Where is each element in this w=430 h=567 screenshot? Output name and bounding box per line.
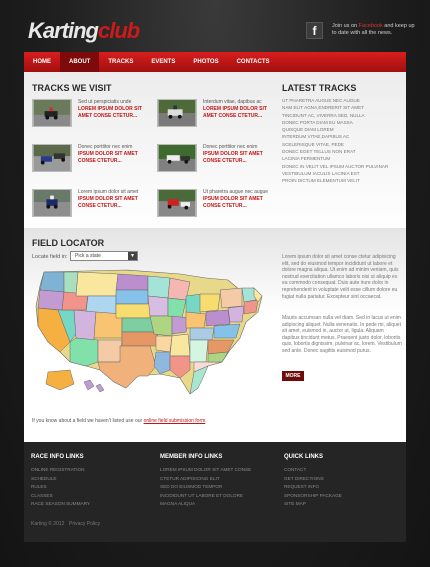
map-state[interactable] — [116, 274, 148, 290]
track-text[interactable]: LOREM IPSUM DOLOR SIT AMET CONSE CTETUR... — [203, 106, 267, 119]
latest-track-link[interactable]: QUISQUE DIAM LOREM — [282, 127, 334, 133]
main-nav — [24, 52, 406, 72]
track-title[interactable]: Lorem ipsum dolor sit amet — [78, 189, 139, 195]
footer-link[interactable]: REQUEST INFO — [284, 484, 320, 490]
map-state[interactable] — [190, 340, 208, 362]
field-locator-heading: FIELD LOCATOR — [32, 238, 105, 248]
map-state[interactable] — [76, 272, 118, 296]
latest-tracks-list — [282, 97, 402, 185]
track-title[interactable]: Donec porttitor nec enim — [203, 144, 258, 150]
map-state[interactable] — [46, 370, 74, 390]
state-select-value: Pick a state — [75, 253, 101, 259]
map-state[interactable] — [98, 340, 122, 362]
map-state[interactable] — [74, 310, 96, 340]
social-text — [332, 23, 417, 37]
map-state[interactable] — [208, 340, 234, 354]
map-state[interactable] — [244, 300, 258, 314]
track-item[interactable] — [32, 144, 150, 178]
map-state[interactable] — [84, 380, 94, 390]
privacy-policy-link[interactable]: Privacy Policy — [69, 521, 101, 527]
us-map[interactable] — [30, 266, 266, 398]
map-state[interactable] — [200, 294, 220, 312]
footer-link[interactable]: CONTACT — [284, 467, 307, 472]
content-panel — [24, 72, 406, 442]
track-title[interactable]: Sed ut perspiciatis unde — [78, 99, 132, 105]
map-state[interactable] — [190, 328, 214, 340]
logo-accent: club — [98, 18, 140, 43]
latest-track-link[interactable]: VESTIBULUM IACULIS LACINIA EST — [282, 170, 360, 176]
track-item[interactable] — [157, 144, 275, 178]
chevron-down-icon: ▼ — [128, 252, 137, 260]
track-title[interactable]: Interdum vitae, dapibus ac — [203, 99, 262, 105]
map-state[interactable] — [220, 288, 242, 308]
footer-heading: MEMBER INFO LINKS — [160, 454, 223, 460]
map-state[interactable] — [214, 324, 240, 338]
social-suffix: and keep up to date with all the news. — [332, 23, 415, 36]
social-prefix: Join us on — [332, 23, 359, 29]
track-title[interactable]: Ut pharetra augue nec augue — [203, 189, 269, 195]
track-item[interactable] — [157, 99, 275, 133]
nav-events[interactable]: EVENTS — [151, 59, 176, 65]
latest-tracks-heading: LATEST TRACKS — [282, 83, 357, 93]
track-thumbnail[interactable] — [157, 144, 197, 172]
map-state[interactable] — [186, 294, 202, 314]
map-state[interactable] — [186, 312, 206, 328]
footer-link[interactable]: CLASSES — [31, 492, 53, 498]
footer-col-race-info — [31, 454, 90, 509]
track-thumbnail[interactable] — [32, 189, 72, 217]
map-state[interactable] — [170, 334, 190, 356]
track-item[interactable] — [32, 189, 150, 223]
track-thumbnail[interactable] — [157, 99, 197, 127]
latest-track-link[interactable]: SCELERISQUE VITAE, PEDE — [282, 141, 344, 147]
map-state[interactable] — [40, 272, 64, 292]
map-state[interactable] — [206, 310, 230, 326]
copyright: Karting © 2012 — [31, 521, 65, 527]
footer-link[interactable]: RACE SEASON SUMMARY — [31, 501, 91, 507]
locator-paragraph-2: Mauris accumsan nulla vel diam. Sed in lacus ut enim adipiscing aliquet. Nulla venenatis. In pede mi, aliquet sit amet, euismod in, auctor ut, ligula. Aliquam dapibus tincidunt metus. Praesent justo dolor, lobortis quis, lobortis dignissim, pulvinar ac, lorem. Vestibulum sed ante. Donec sagittis euismod purus. — [282, 315, 402, 354]
footer-link[interactable]: GET DIRECTIONS — [284, 475, 324, 481]
footer-link[interactable]: INCIDIDUNT UT LABORE ET DOLORE — [160, 492, 244, 498]
footer-link[interactable]: SITE MAP — [284, 501, 306, 507]
facebook-icon[interactable]: f — [306, 22, 323, 39]
map-state[interactable] — [228, 306, 244, 322]
track-thumbnail[interactable] — [157, 189, 197, 217]
latest-track-link[interactable]: INTERDUM VITAE,DAPIBUS AC — [282, 134, 350, 140]
nav-photos[interactable]: PHOTOS — [193, 59, 219, 65]
latest-track-link[interactable]: UT PHARETRA AUGUE NEC AUGUE — [282, 98, 360, 103]
map-state[interactable] — [148, 276, 170, 298]
track-text[interactable]: IPSUM DOLOR SIT AMET CONSE CTETUR... — [78, 196, 138, 209]
footer-heading: RACE INFO LINKS — [31, 454, 84, 460]
field-submission-link[interactable]: online field submission form — [143, 418, 206, 424]
footer-col-quick-links — [284, 454, 342, 509]
map-state[interactable] — [122, 318, 154, 332]
locator-label: Locate field in: — [32, 254, 68, 260]
latest-track-link[interactable]: LACINIA FERMENTUM — [282, 156, 331, 162]
map-state[interactable] — [208, 352, 228, 362]
nav-about[interactable]: ABOUT — [60, 52, 99, 72]
site-logo[interactable] — [28, 18, 139, 44]
map-state[interactable] — [116, 304, 150, 318]
track-text[interactable]: IPSUM DOLOR SIT AMET CONSE CTETUR... — [203, 151, 263, 164]
footer-link[interactable]: CTETUR ADIPISICING ELIT — [160, 475, 220, 481]
latest-track-link[interactable]: DONEC EGET TELLUS NON ERAT — [282, 149, 356, 155]
map-state[interactable] — [156, 336, 172, 352]
nav-contacts[interactable]: CONTACTS — [236, 59, 270, 65]
map-state[interactable] — [116, 290, 148, 304]
track-thumbnail[interactable] — [32, 144, 72, 172]
map-state[interactable] — [122, 332, 158, 346]
track-text[interactable]: IPSUM DOLOR SIT AMET CONSE CTETUR... — [78, 151, 138, 164]
locator-paragraph-1: Lorem ipsum dolor sit amet conse ctetur adipisicing elit, sed do eiusmod tempor incididunt ut labore et dolore magna aliqua. Ut enim ad minim veniam, quis nostrud exercitation ullamco laboris nisi ut aliquip ex ea commodo consequat. Duis aute irure dolor in reprehenderit in voluptate velit esse cillum dolore eu fugiat nulla pariatur. Excepteur sint occaecat. — [282, 254, 399, 300]
footer-link[interactable]: SCHEDULE — [31, 475, 57, 481]
facebook-link[interactable]: Facebook — [358, 23, 383, 29]
footer-col-member-info — [160, 454, 251, 509]
footer-link[interactable]: RULES — [31, 484, 47, 490]
track-thumbnail[interactable] — [32, 99, 72, 127]
map-note — [32, 418, 277, 424]
track-text[interactable]: LOREM IPSUM DOLOR SIT AMET CONSE CTETUR... — [78, 106, 142, 119]
footer-link[interactable]: SED DO EIUSMOD TEMPOR — [160, 484, 223, 490]
footer-link[interactable]: ONLINE REGISTRATION — [31, 467, 85, 472]
map-note-text: If you know about a field we haven't listed use our — [32, 418, 144, 424]
footer-link[interactable]: MAGNA ALIQUA — [160, 501, 196, 507]
map-state[interactable] — [38, 290, 64, 310]
footer-link[interactable]: LOREM IPSUM DOLOR SIT AMET CONSE — [160, 467, 252, 472]
footer-link[interactable]: SPONSORSHIP PACKAGE — [284, 492, 342, 498]
latest-track-link[interactable]: DONEC PORTA DIAM EU MASSA — [282, 119, 353, 125]
logo-main: Karting — [28, 18, 98, 43]
map-state[interactable] — [96, 384, 104, 392]
more-button[interactable]: MORE — [282, 371, 304, 381]
state-select[interactable] — [70, 251, 138, 261]
latest-track-link[interactable]: NAM ELIT AGNA,ENDRERIT SIT AMET — [282, 105, 364, 111]
track-item[interactable] — [157, 189, 275, 223]
latest-track-link[interactable]: TINCIDUNT AC, VIVERRA SED, NULLA — [282, 112, 365, 118]
latest-track-link[interactable]: PROIN DICTUM ELEMENTUM VELIT — [282, 178, 360, 184]
footer — [24, 442, 406, 542]
track-title[interactable]: Donec porttitor nec enim — [78, 144, 133, 150]
nav-tracks[interactable]: TRACKS — [108, 59, 134, 65]
map-state[interactable] — [148, 296, 168, 316]
track-item[interactable] — [32, 99, 150, 133]
map-state[interactable] — [70, 338, 98, 366]
track-text[interactable]: IPSUM DOLOR SIT AMET CONSE CTETUR... — [203, 196, 263, 209]
footer-heading: QUICK LINKS — [284, 454, 323, 460]
map-note-end: . — [205, 418, 207, 424]
nav-home[interactable]: HOME — [33, 59, 51, 65]
tracks-heading: TRACKS WE VISIT — [32, 83, 112, 93]
latest-track-link[interactable]: DONEC IN VELIT VEL IPSUM AUCTOR PULVINAR — [282, 163, 389, 169]
